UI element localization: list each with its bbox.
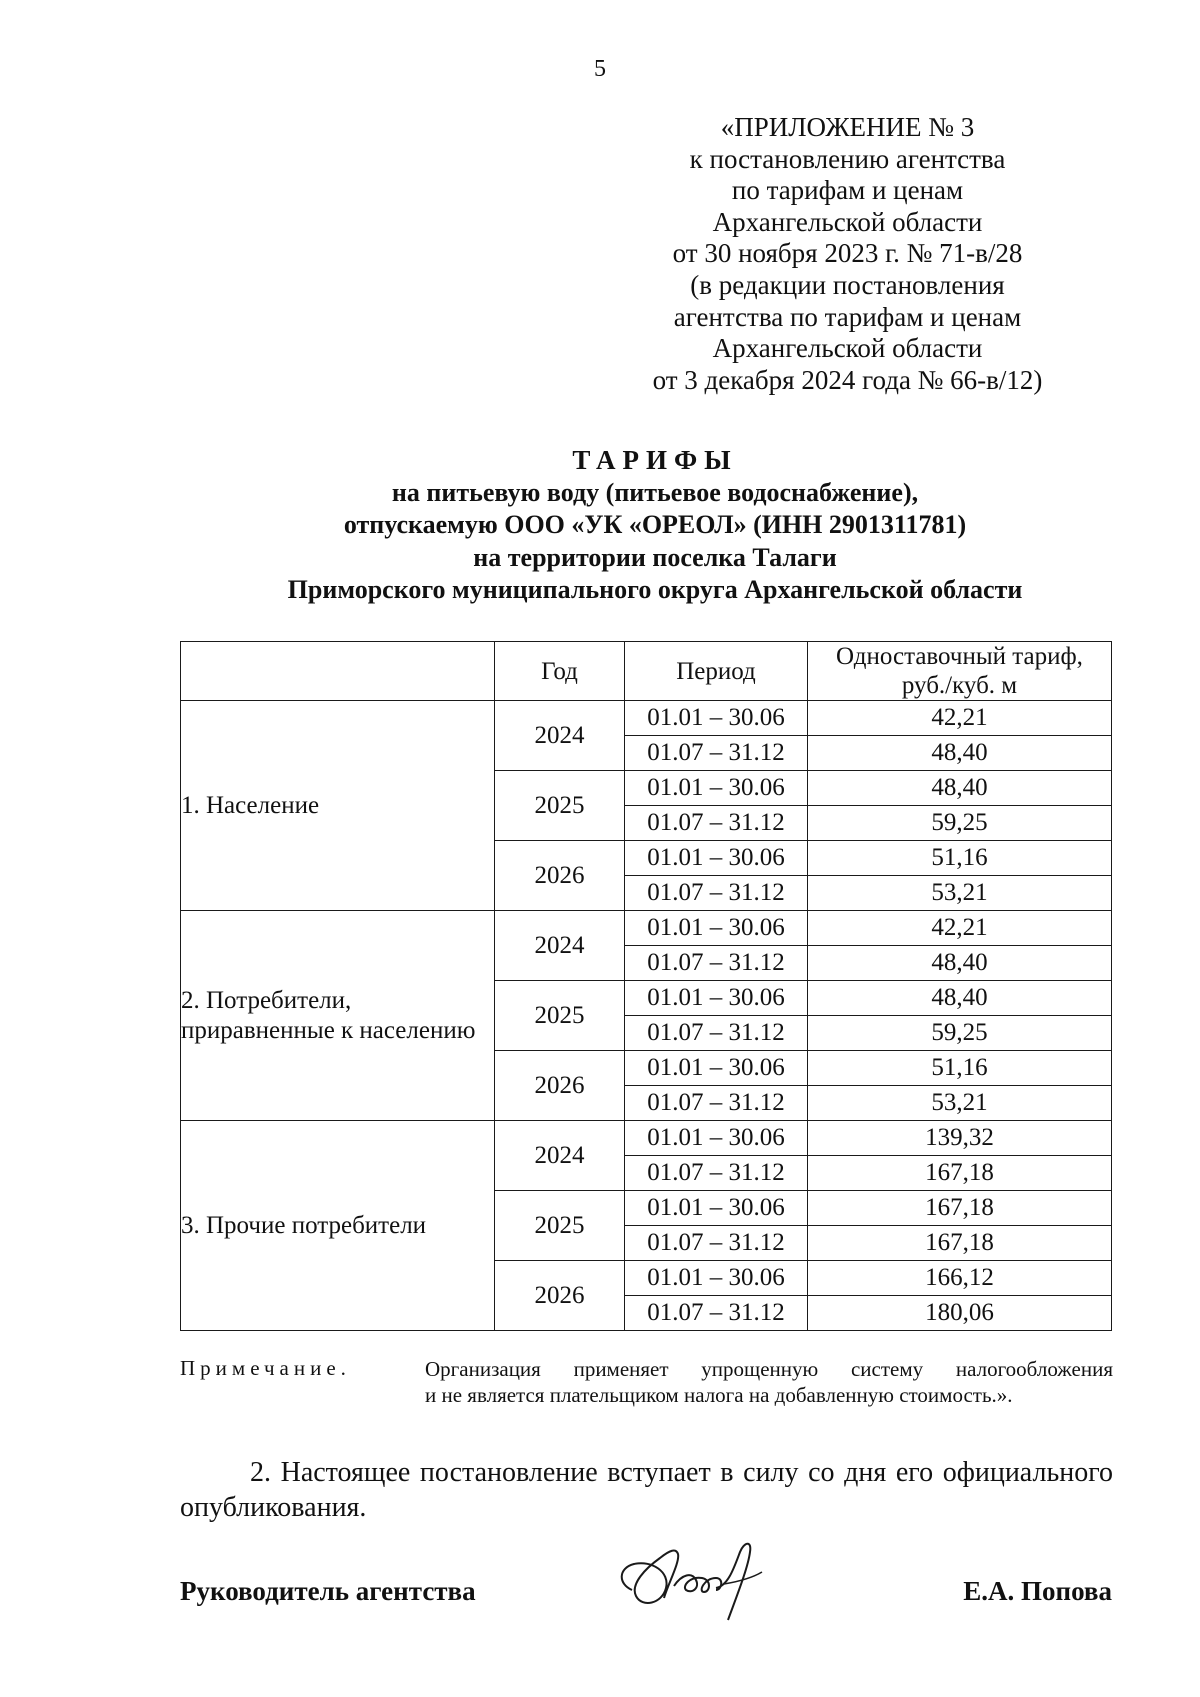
note-label: Примечание. xyxy=(180,1356,351,1380)
period-cell: 01.01 – 30.06 xyxy=(625,1261,808,1296)
period-cell: 01.01 – 30.06 xyxy=(625,981,808,1016)
tariff-value-cell: 59,25 xyxy=(808,806,1112,841)
year-cell: 2026 xyxy=(495,1051,625,1121)
note-text xyxy=(425,1356,1113,1408)
appendix-line: агентства по тарифам и ценам xyxy=(673,301,1022,332)
period-cell: 01.07 – 31.12 xyxy=(625,806,808,841)
category-cell xyxy=(181,911,495,1121)
tariff-value-cell: 167,18 xyxy=(808,1156,1112,1191)
tariff-value-cell: 167,18 xyxy=(808,1226,1112,1261)
appendix-line: от 30 ноября 2023 г. № 71-в/28 xyxy=(672,238,1023,269)
period-cell: 01.01 – 30.06 xyxy=(625,1051,808,1086)
year-cell: 2024 xyxy=(495,1121,625,1191)
header-tariff-line2: руб./куб. м xyxy=(901,672,1018,699)
tariff-value-cell: 42,21 xyxy=(808,701,1112,736)
tariff-table-body xyxy=(181,701,1112,1331)
table-row xyxy=(181,911,1112,946)
appendix-line: от 3 декабря 2024 года № 66-в/12) xyxy=(652,364,1043,395)
appendix-line: (в редакции постановления xyxy=(690,269,1005,300)
appendix-line: Архангельской области xyxy=(712,206,983,237)
title-line: на территории поселка Талаги xyxy=(473,542,837,572)
category-label: 3. Прочие потребители xyxy=(181,1211,427,1239)
appendix-line: к постановлению агентства xyxy=(689,143,1006,174)
tariff-table xyxy=(180,641,1112,1331)
tariff-value-cell: 180,06 xyxy=(808,1296,1112,1331)
tariff-value-cell: 167,18 xyxy=(808,1191,1112,1226)
signer-name: Е.А. Попова xyxy=(963,1576,1112,1606)
tariff-value-cell: 166,12 xyxy=(808,1261,1112,1296)
category-cell xyxy=(181,1121,495,1331)
category-label: 2. Потребители, xyxy=(181,986,352,1014)
year-cell: 2024 xyxy=(495,911,625,981)
tariff-value-cell: 48,40 xyxy=(808,981,1112,1016)
tariff-value-cell: 53,21 xyxy=(808,876,1112,911)
tariff-value-cell: 139,32 xyxy=(808,1121,1112,1156)
page-number: 5 xyxy=(594,56,606,82)
tariff-value-cell: 51,16 xyxy=(808,841,1112,876)
tariff-value-cell: 59,25 xyxy=(808,1016,1112,1051)
period-cell: 01.07 – 31.12 xyxy=(625,1226,808,1261)
header-year: Год xyxy=(495,642,625,701)
tariff-value-cell: 42,21 xyxy=(808,911,1112,946)
period-cell: 01.07 – 31.12 xyxy=(625,1296,808,1331)
category-cell xyxy=(181,701,495,911)
appendix-header xyxy=(620,112,1075,396)
period-cell: 01.07 – 31.12 xyxy=(625,876,808,911)
year-cell: 2025 xyxy=(495,981,625,1051)
appendix-line: Архангельской области xyxy=(712,333,983,364)
clause-2 xyxy=(180,1455,1113,1525)
year-cell: 2024 xyxy=(495,701,625,771)
document-title xyxy=(180,444,1130,607)
period-cell: 01.07 – 31.12 xyxy=(625,1156,808,1191)
table-row xyxy=(181,701,1112,736)
table-row xyxy=(181,1121,1112,1156)
title-line: отпускаемую ООО «УК «ОРЕОЛ» (ИНН 2901311781) xyxy=(343,510,967,539)
category-label: приравненные к населению xyxy=(181,1016,476,1044)
period-cell: 01.07 – 31.12 xyxy=(625,946,808,981)
appendix-line: «ПРИЛОЖЕНИЕ № 3 xyxy=(720,112,975,142)
title-main: ТАРИФЫ xyxy=(572,445,738,475)
year-cell: 2026 xyxy=(495,1261,625,1331)
header-period: Период xyxy=(625,642,808,701)
note-line: и не является плательщиком налога на добавленную стоимость.». xyxy=(425,1383,1013,1407)
appendix-line: по тарифам и ценам xyxy=(731,175,964,206)
clause-line: опубликования. xyxy=(180,1492,367,1523)
period-cell: 01.01 – 30.06 xyxy=(625,701,808,736)
clause-line: 2. Настоящее постановление вступает в силу со дня его официального xyxy=(250,1457,1113,1488)
title-line: Приморского муниципального округа Архангельской области xyxy=(287,575,1023,604)
tariff-value-cell: 53,21 xyxy=(808,1086,1112,1121)
period-cell: 01.01 – 30.06 xyxy=(625,771,808,806)
period-cell: 01.07 – 31.12 xyxy=(625,1016,808,1051)
year-cell: 2025 xyxy=(495,771,625,841)
period-cell: 01.01 – 30.06 xyxy=(625,841,808,876)
category-label: 1. Население xyxy=(181,791,320,819)
tariff-value-cell: 48,40 xyxy=(808,946,1112,981)
title-line: на питьевую воду (питьевое водоснабжение), xyxy=(391,477,919,507)
tariff-value-cell: 48,40 xyxy=(808,771,1112,806)
table-header-row xyxy=(181,642,1112,701)
period-cell: 01.01 – 30.06 xyxy=(625,911,808,946)
period-cell: 01.07 – 31.12 xyxy=(625,1086,808,1121)
header-tariff xyxy=(808,642,1112,701)
handwritten-signature xyxy=(612,1528,782,1628)
period-cell: 01.01 – 30.06 xyxy=(625,1121,808,1156)
tariff-value-cell: 48,40 xyxy=(808,736,1112,771)
year-cell: 2025 xyxy=(495,1191,625,1261)
header-tariff-line1: Одноставочный тариф, xyxy=(836,643,1083,670)
year-cell: 2026 xyxy=(495,841,625,911)
header-category xyxy=(181,642,495,701)
tariff-value-cell: 51,16 xyxy=(808,1051,1112,1086)
note-line: Организация применяет упрощенную систему налогообложения xyxy=(425,1357,1113,1381)
signer-title: Руководитель агентства xyxy=(180,1576,476,1606)
period-cell: 01.01 – 30.06 xyxy=(625,1191,808,1226)
period-cell: 01.07 – 31.12 xyxy=(625,736,808,771)
